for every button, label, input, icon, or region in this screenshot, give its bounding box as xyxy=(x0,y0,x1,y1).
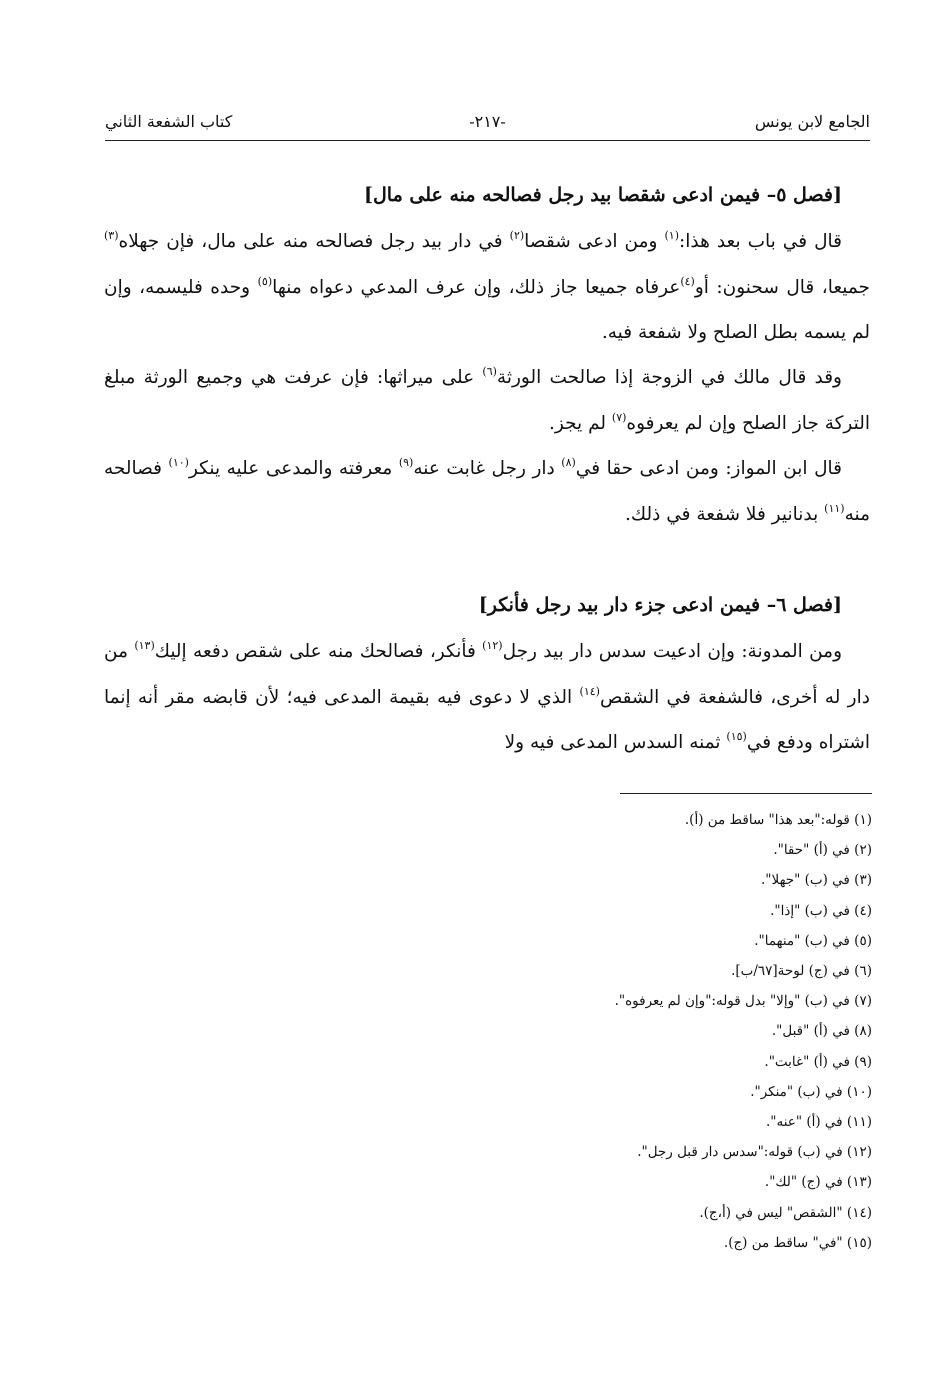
paragraph-text: جميعا، قال سحنون: أو xyxy=(694,276,870,298)
book-title: الجامع لابن يونس xyxy=(754,112,870,131)
footnote-item: (٢) في (أ) "حقا". xyxy=(773,842,872,859)
paragraph-text: قال في باب بعد هذا: xyxy=(678,231,842,252)
running-header xyxy=(105,112,870,138)
footnote-item: (٦) في (ج) لوحة[٦٧/ب]. xyxy=(731,963,872,980)
section-heading-5: [فصل ٥– فيمن ادعى شقصا بيد رجل فصالحه منه على مال] xyxy=(363,184,842,206)
footnote-ref: (٤) xyxy=(680,274,695,288)
paragraph-text: وقد قال مالك في الزوجة إذا صالحت الورثة xyxy=(496,367,842,388)
footnote-item: (١) قوله:"بعد هذا" ساقط من (أ). xyxy=(684,812,872,828)
footnote-item: (١٤) "الشقص" ليس في (أ،ج). xyxy=(699,1204,872,1221)
footnote-item: (٤) في (ب) "إذا". xyxy=(770,902,872,919)
footnote-item: (١٥) "في" ساقط من (ج). xyxy=(723,1234,872,1251)
footnote-item: (٨) في (أ) "قبل". xyxy=(771,1023,872,1040)
footnote-item: (٥) في (ب) "منهما". xyxy=(754,932,872,949)
footnote-ref: (١) xyxy=(664,229,679,242)
paragraph xyxy=(104,219,870,356)
footnote-ref: (١٣) xyxy=(134,639,155,652)
footnote-ref: (١١) xyxy=(824,501,845,515)
paragraph-text: قال ابن المواز: ومن ادعى حقا في xyxy=(575,458,842,479)
footnote-item: (١٣) في (ج) "لك". xyxy=(764,1174,872,1191)
paragraph-text: عرفاه جميعا جاز ذلك، وإن عرف المدعي دعواه منها xyxy=(272,276,681,298)
footnote-ref: (١٠) xyxy=(168,456,189,469)
paragraph-text: في دار بيد رجل فصالحه منه على مال، فإن جهلاه xyxy=(118,231,510,252)
footnote-item: (٩) في (أ) "غابت". xyxy=(764,1053,872,1070)
footnote-ref: (٨) xyxy=(561,456,576,469)
paragraph-text: من دار له أخرى، فالشفعة في الشقص xyxy=(104,641,870,708)
chapter-title: كتاب الشفعة الثاني xyxy=(105,112,233,131)
footnote-ref: (١٢) xyxy=(482,639,503,652)
footnote-item: (١٠) في (ب) "منكر". xyxy=(750,1083,872,1100)
footnote-ref: (٩) xyxy=(398,456,414,469)
paragraph-text: على ميراثها: فإن عرفت هي وجميع الورثة مبلغ التركة جاز الصلح وإن لم يعرفوه xyxy=(104,367,870,434)
paragraph xyxy=(104,355,870,446)
paragraph xyxy=(104,629,870,766)
section-heading-6: [فصل ٦– فيمن ادعى جزء دار بيد رجل فأنكر] xyxy=(478,594,842,616)
page-number: -٢١٧- xyxy=(469,112,506,131)
paragraph-text: وحده فليسمه، وإن لم يسمه بطل الصلح ولا شفعة فيه. xyxy=(104,276,870,343)
footnote-divider xyxy=(620,793,872,794)
footnote-ref: (٥) xyxy=(257,274,273,288)
footnote-item: (٧) في (ب) "وإلا" بدل قوله:"وإن لم يعرفوه". xyxy=(614,993,872,1010)
footnote-ref: (٧) xyxy=(611,410,627,424)
paragraph-text: بدنانير فلا شفعة في ذلك. xyxy=(624,503,825,525)
paragraph-text: دار رجل غابت عنه xyxy=(413,458,562,479)
footnote-ref: (١٤) xyxy=(579,684,600,698)
footnote-ref: (٢) xyxy=(509,229,525,242)
paragraph-text: لم يجز. xyxy=(549,412,612,434)
footnotes-list xyxy=(512,805,872,1258)
paragraph-text: فصالحه منه xyxy=(104,458,870,525)
footnote-item: (١١) في (أ) "عنه". xyxy=(765,1114,872,1131)
footnote-item: (١٢) في (ب) قوله:"سدس دار قبل رجل". xyxy=(637,1144,872,1161)
header-divider xyxy=(105,140,870,141)
paragraph-text: ثمنه السدس المدعى فيه ولا xyxy=(504,732,727,753)
footnote-ref: (٣) xyxy=(104,229,119,242)
paragraph-text: الذي لا دعوى فيه بقيمة المدعى فيه؛ لأن قابضه مقر أنه إنما اشتراه ودفع في xyxy=(104,686,870,753)
footnote-ref: (١٥) xyxy=(726,730,747,743)
paragraph-text: معرفته والمدعى عليه ينكر xyxy=(188,458,399,479)
paragraph-text: فأنكر، فصالحك منه على شقص دفعه إليك xyxy=(154,641,483,662)
paragraph xyxy=(104,446,870,537)
footnote-item: (٣) في (ب) "جهلا". xyxy=(761,872,872,889)
paragraph-text: ومن المدونة: وإن ادعيت سدس دار بيد رجل xyxy=(502,641,842,662)
paragraph-text: ومن ادعى شقصا xyxy=(524,231,665,252)
footnote-ref: (٦) xyxy=(482,365,497,378)
